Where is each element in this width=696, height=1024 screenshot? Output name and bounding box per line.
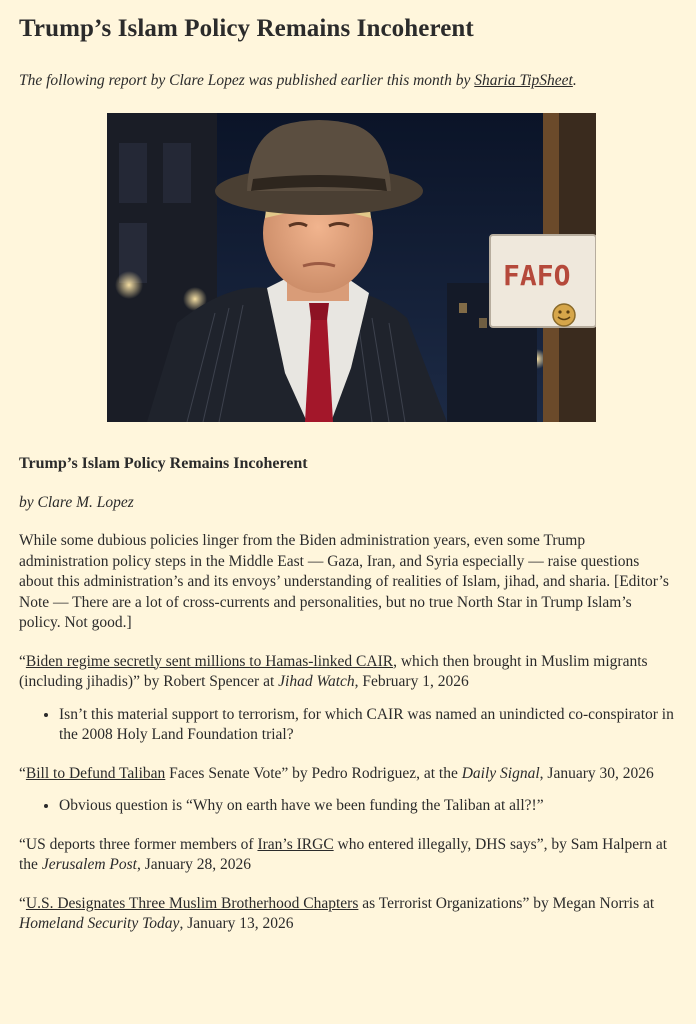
news-item-date: , January 13, 2026 bbox=[179, 915, 294, 932]
news-item-link[interactable]: U.S. Designates Three Muslim Brotherhood Chapters bbox=[25, 894, 359, 912]
news-item-date: , January 30, 2026 bbox=[539, 764, 654, 782]
sharia-tipsheet-link[interactable]: Sharia TipSheet bbox=[474, 72, 573, 89]
news-item-open: “ bbox=[19, 894, 26, 912]
intro-prefix: The following report by Clare Lopez was published earlier this month by bbox=[19, 72, 475, 89]
news-item-source: Daily Signal bbox=[461, 764, 540, 782]
news-item-text: as Terrorist Organizations” by Megan Norris at bbox=[358, 894, 655, 912]
article-title: Trump’s Islam Policy Remains Incoherent bbox=[19, 15, 474, 42]
article-byline: by Clare M. Lopez bbox=[19, 494, 134, 511]
news-item-text: , which then brought in Muslim migrants (including jihadis)” by Robert Spencer at bbox=[19, 652, 648, 690]
news-item-open: “US deports three former members of bbox=[19, 835, 258, 853]
news-item-date: , February 1, 2026 bbox=[354, 673, 469, 690]
news-item-link[interactable]: Biden regime secretly sent millions to Hamas-linked CAIR bbox=[25, 652, 394, 670]
smiley-face-icon bbox=[553, 304, 575, 326]
news-item-text: who entered illegally, DHS says”, by Sam Halpern at the bbox=[19, 835, 668, 873]
news-item-source: Jihad Watch bbox=[278, 673, 355, 690]
news-item-text: Faces Senate Vote” by Pedro Rodriguez, at the bbox=[165, 764, 462, 782]
hero-illustration bbox=[107, 113, 596, 422]
news-item-link[interactable]: Bill to Defund Taliban bbox=[25, 764, 166, 782]
news-item bbox=[19, 835, 677, 876]
news-item-link[interactable]: Iran’s IRGC bbox=[257, 835, 334, 853]
news-item bbox=[19, 894, 677, 935]
news-item-bullets bbox=[19, 796, 677, 817]
news-item-source: Homeland Security Today bbox=[19, 915, 180, 932]
bullet-item: • Isn’t this material support to terrorism, for which CAIR was named an unindicted co-conspirator in the 2008 Holy Land Foundation trial? bbox=[59, 705, 677, 746]
article-subtitle: Trump’s Islam Policy Remains Incoherent bbox=[19, 455, 308, 472]
lead-paragraph: While some dubious policies linger from the Biden administration years, even some Trump administration policy steps in the Middle East — Gaza, Iran, and Syria especially — raise questions about this administration’s and its envoys’ understanding of realities of Islam, jihad, and sharia. [Editor’s Note — There are a lot of cross-currents and personalities, but no true North Star in Trump Islam’s policy. Not good.] bbox=[19, 532, 669, 631]
news-item-open: “ bbox=[19, 652, 26, 670]
news-item bbox=[19, 652, 677, 693]
news-item-source: Jerusalem Post bbox=[41, 856, 137, 873]
news-item-date: , January 28, 2026 bbox=[136, 856, 252, 873]
sign-text: FAFO bbox=[503, 259, 571, 292]
news-item bbox=[19, 764, 677, 785]
news-item-open: “ bbox=[19, 764, 26, 782]
intro-paragraph bbox=[19, 71, 677, 91]
news-item-bullets bbox=[19, 705, 677, 746]
hero-image bbox=[107, 113, 596, 422]
bullet-item: • Obvious question is “Why on earth have we been funding the Taliban at all?!” bbox=[59, 796, 677, 817]
intro-suffix: . bbox=[572, 72, 577, 89]
